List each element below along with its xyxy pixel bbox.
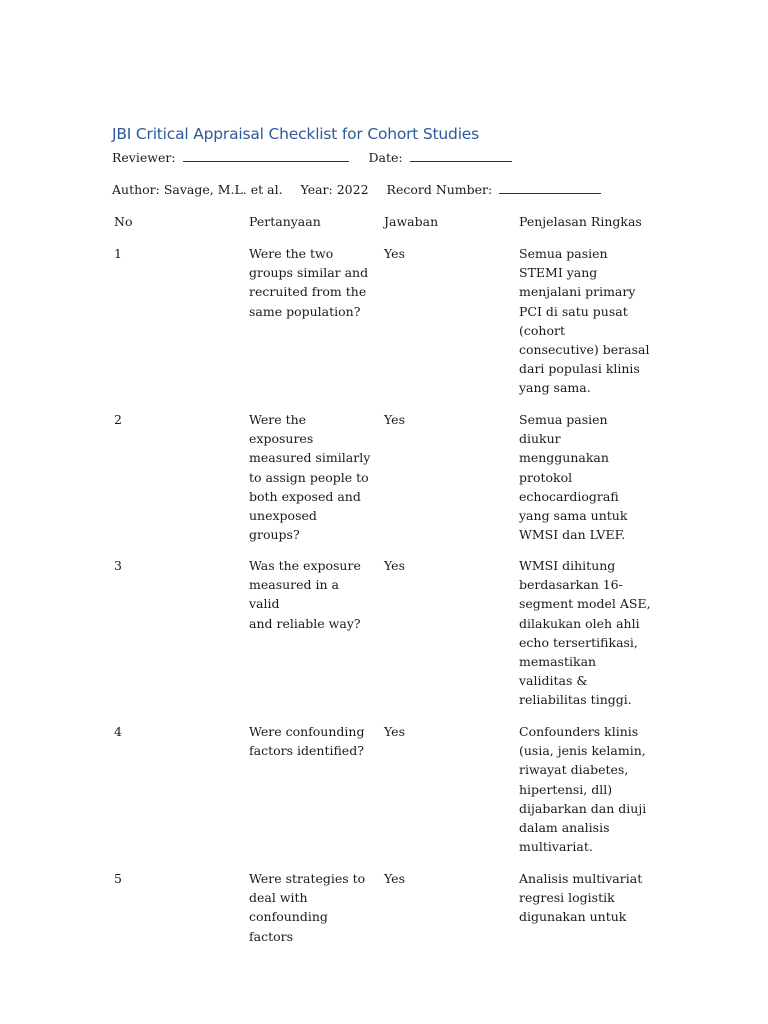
row-number: 4: [114, 724, 122, 739]
row-explanation: Analisis multivariat regresi logistik digunakan untuk: [519, 871, 643, 925]
row-number: 2: [114, 412, 122, 427]
row-number: 1: [114, 246, 122, 261]
row-explanation: Semua pasien diukur menggunakan protokol echocardiografi yang sama untuk WMSI dan LVEF.: [519, 412, 628, 543]
row-question: Was the exposure measured in a valid and reliable way?: [249, 558, 361, 631]
row-number: 5: [114, 871, 122, 886]
row-answer: Yes: [384, 558, 405, 573]
row-answer: Yes: [384, 871, 405, 886]
record-number-label: Record Number:: [386, 182, 493, 197]
row-explanation: WMSI dihitung berdasarkan 16- segment model ASE, dilakukan oleh ahli echo tersertifikasi, memastikan validitas & reliabilitas tinggi.: [519, 558, 651, 708]
row-question: Were the two groups similar and recruited from the same population?: [249, 246, 369, 319]
reviewer-blank: [183, 151, 349, 162]
row-answer: Yes: [384, 724, 405, 739]
reviewer-date-line: [112, 150, 512, 165]
row-answer: Yes: [384, 412, 405, 427]
row-question: Were the exposures measured similarly to assign people to both exposed and unexposed groups?: [249, 412, 371, 543]
header-question: Pertanyaan: [249, 214, 321, 229]
date-label: Date:: [368, 150, 403, 165]
row-number: 3: [114, 558, 122, 573]
reviewer-label: Reviewer:: [112, 150, 176, 165]
header-no: No: [114, 214, 133, 229]
author-year-record-line: [112, 182, 601, 197]
record-number-blank: [499, 183, 601, 194]
row-question: Were strategies to deal with confounding factors: [249, 871, 366, 944]
row-answer: Yes: [384, 246, 405, 261]
header-explanation: Penjelasan Ringkas: [519, 214, 642, 229]
row-question: Were confounding factors identified?: [249, 724, 365, 759]
author-label: Author: Savage, M.L. et al.: [112, 182, 283, 197]
row-explanation: Semua pasien STEMI yang menjalani primary PCI di satu pusat (cohort consecutive) berasal dari populasi klinis yang sama.: [519, 246, 650, 396]
document-title: JBI Critical Appraisal Checklist for Cohort Studies: [112, 125, 480, 143]
year-label: Year: 2022: [300, 182, 369, 197]
row-explanation: Confounders klinis (usia, jenis kelamin, riwayat diabetes, hipertensi, dll) dijabarkan dan diuji dalam analisis multivariat.: [519, 724, 647, 855]
date-blank: [410, 151, 512, 162]
header-answer: Jawaban: [384, 214, 439, 229]
